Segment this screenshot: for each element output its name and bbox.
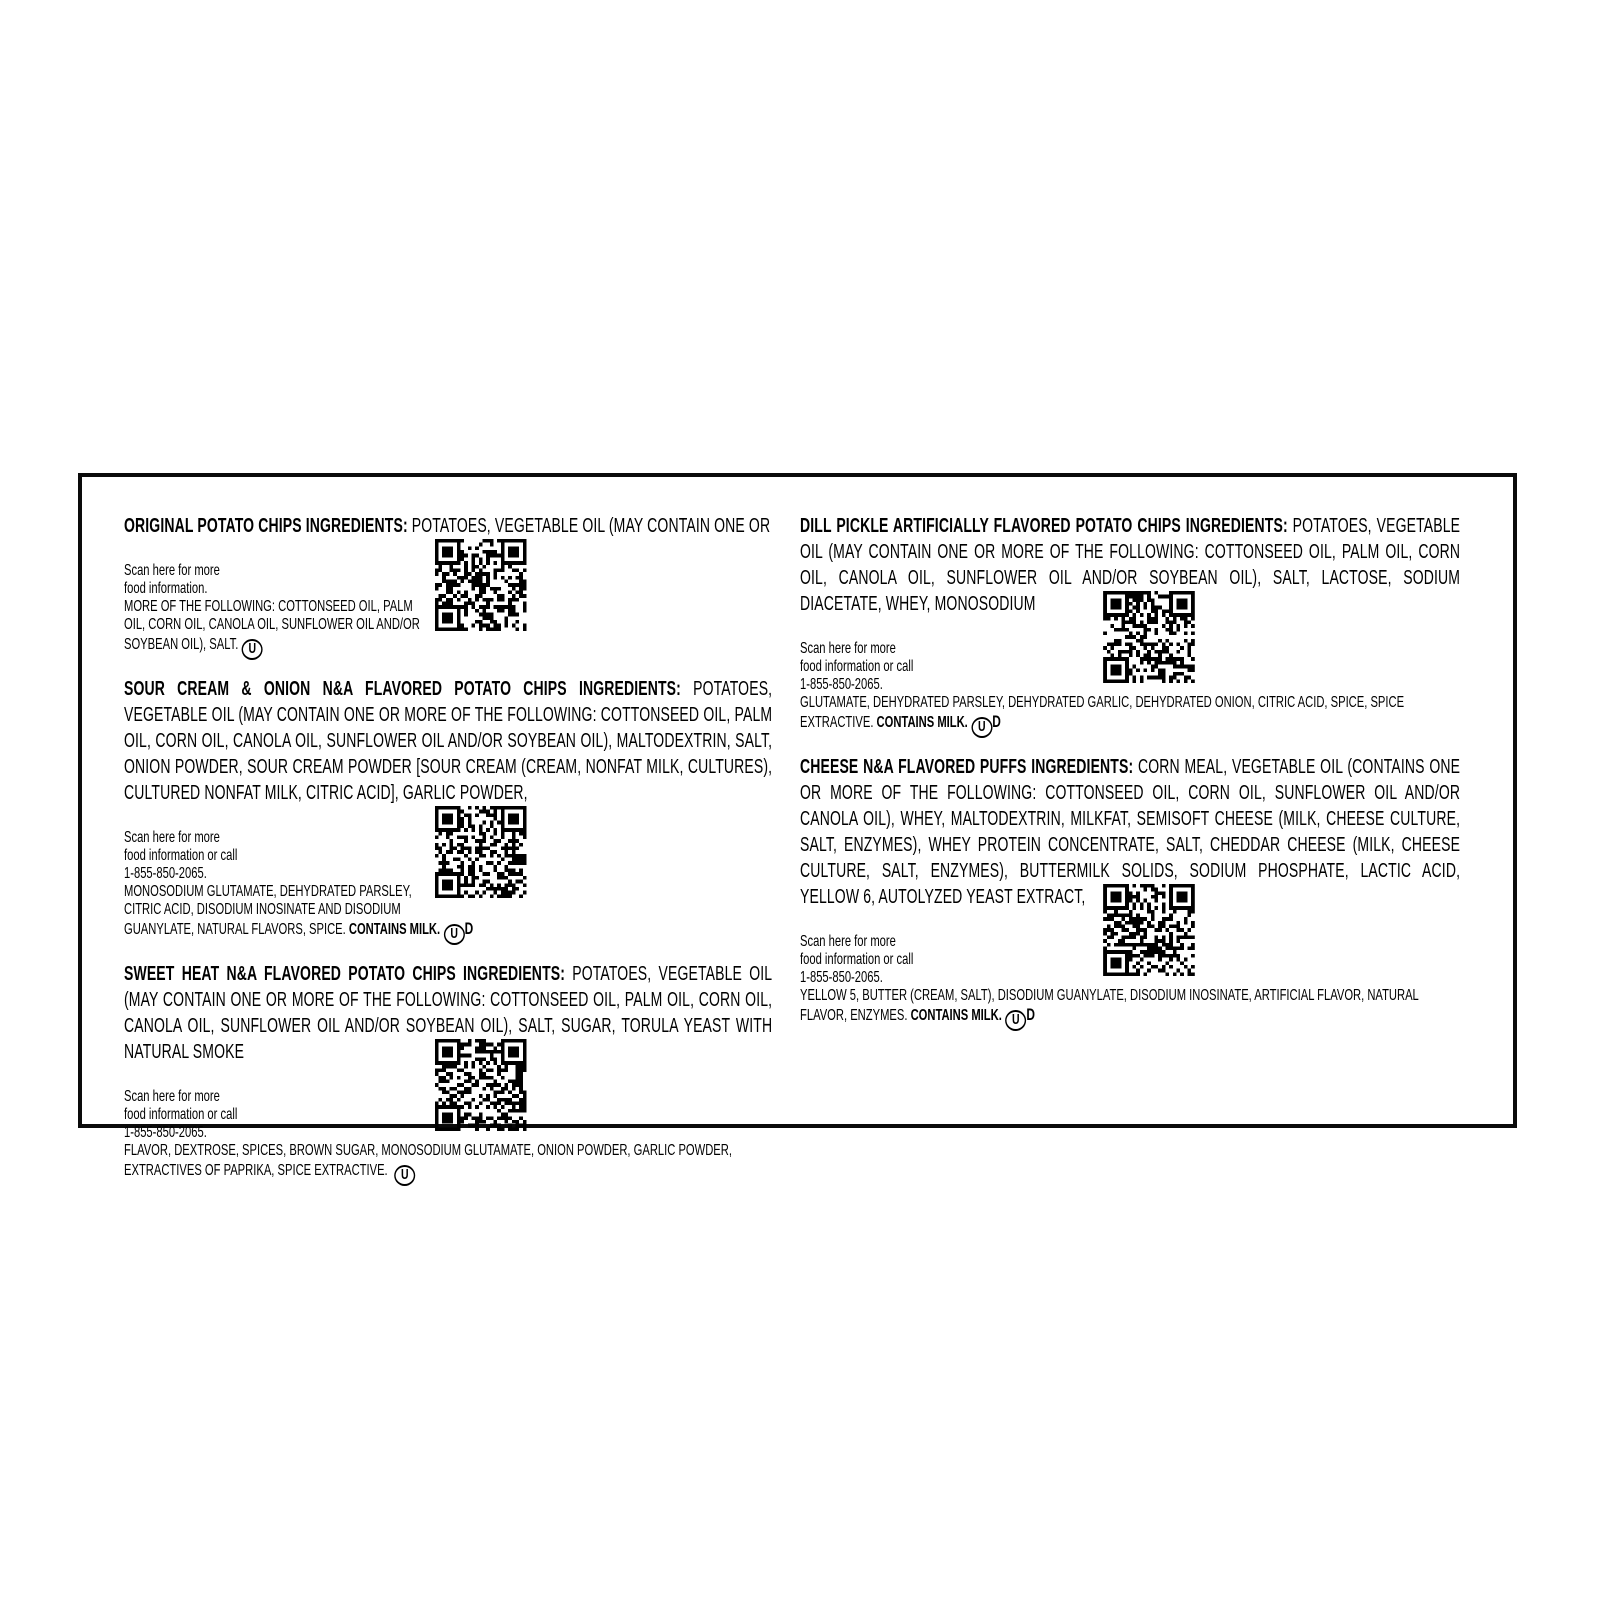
- kosher-d-mark: D: [464, 919, 474, 938]
- kosher-d-mark: D: [992, 712, 1001, 731]
- allergen-statement: CONTAINS MILK.: [345, 921, 441, 938]
- allergen-statement: CONTAINS MILK.: [907, 1007, 1002, 1024]
- ingredients-text-lead: POTATOES, VEGETABLE OIL (MAY CONTAIN ONE OR MORE OF THE FOLLOWING: COTTONSEED OIL, PALM OIL, CORN OIL, CANOLA OIL, SUNFLOWER OIL AND/OR SOYBEAN OIL), MALTODEXTRIN, SALT, ONION POWDER, SOUR CREAM POWDER [SOUR CREAM (CREAM, NONFAT MILK, CULTURES), CULTURED NONFAT MILK, CITRIC ACID], GARLIC POWDER,: [124, 678, 773, 804]
- ingredients-text-rest: MONOSODIUM GLUTAMATE, DEHYDRATED PARSLEY, CITRIC ACID, DISODIUM INOSINATE AND DISODIUM GUANYLATE, NATURAL FLAVORS, SPICE.: [124, 883, 412, 938]
- ingredients-text-rest: FLAVOR, DEXTROSE, SPICES, BROWN SUGAR, MONOSODIUM GLUTAMATE, ONION POWDER, GARLIC POWDER, EXTRACTIVES OF PAPRIKA, SPICE EXTRACTIVE.: [124, 1142, 732, 1179]
- paragraph-heading: ORIGINAL POTATO CHIPS INGREDIENTS:: [124, 515, 412, 537]
- ingredients-text-rest: MORE OF THE FOLLOWING: COTTONSEED OIL, PALM OIL, CORN OIL, CANOLA OIL, SUNFLOWER OIL AND/OR SOYBEAN OIL), SALT.: [124, 598, 420, 653]
- scan-line-2: food information or call: [124, 1106, 238, 1123]
- kosher-d-mark: D: [1026, 1005, 1035, 1024]
- qr-code-icon: [1103, 591, 1195, 683]
- ingredients-column-right: [800, 513, 1460, 1047]
- paragraph-heading: CHEESE N&A FLAVORED PUFFS INGREDIENTS:: [800, 756, 1139, 778]
- scan-line-2: food information.: [124, 580, 208, 597]
- ingredients-text-rest: YELLOW 5, BUTTER (CREAM, SALT), DISODIUM GUANYLATE, DISODIUM INOSINATE, ARTIFICIAL FLAVOR, NATURAL FLAVOR, ENZYMES.: [800, 987, 1419, 1024]
- scan-line-1: Scan here for more: [800, 640, 896, 657]
- scan-line-3: 1-855-850-2065.: [800, 969, 883, 986]
- ingredient-paragraph-sour-cream-onion: [124, 676, 772, 806]
- scan-line-2: food information or call: [800, 951, 914, 968]
- scan-line-1: Scan here for more: [124, 1088, 220, 1105]
- scan-line-2: food information or call: [124, 847, 238, 864]
- scan-line-1: Scan here for more: [124, 562, 220, 579]
- scan-info-block: [435, 539, 772, 631]
- scan-line-3: 1-855-850-2065.: [800, 676, 883, 693]
- kosher-ou-icon: U: [1005, 1010, 1026, 1031]
- ingredient-paragraph-cheese-puffs: [800, 754, 1460, 910]
- scan-line-1: Scan here for more: [800, 933, 896, 950]
- ingredient-paragraph-sweet-heat: [124, 961, 772, 1065]
- kosher-ou-icon: U: [394, 1165, 415, 1186]
- kosher-ou-icon: U: [971, 717, 992, 738]
- ingredients-column-left: [124, 513, 772, 1202]
- ingredients-text-lead: CORN MEAL, VEGETABLE OIL (CONTAINS ONE OR MORE OF THE FOLLOWING: COTTONSEED OIL, CORN OIL, SUNFLOWER OIL AND/OR CANOLA OIL), WHEY, MALTODEXTRIN, MILKFAT, SEMISOFT CHEESE (MILK, CHEESE CULTURE, SALT, ENZYMES), WHEY PROTEIN CONCENTRATE, SALT, CHEDDAR CHEESE (MILK, CHEESE CULTURE, SALT, ENZYMES), BUTTERMILK SOLIDS, SODIUM PHOSPHATE, LACTIC ACID, YELLOW 6, AUTOLYZED YEAST EXTRACT,: [800, 756, 1461, 908]
- scan-info-block: [1103, 591, 1460, 683]
- ingredient-paragraph-dill-pickle: [800, 513, 1460, 617]
- qr-code-icon: [435, 806, 527, 898]
- scan-info-block: [435, 1039, 772, 1131]
- paragraph-heading: SWEET HEAT N&A FLAVORED POTATO CHIPS INGREDIENTS:: [124, 963, 573, 985]
- ingredients-panel: [78, 473, 1517, 1183]
- qr-code-icon: [435, 539, 527, 631]
- scan-line-2: food information or call: [800, 658, 914, 675]
- paragraph-heading: DILL PICKLE ARTIFICIALLY FLAVORED POTATO CHIPS INGREDIENTS:: [800, 515, 1293, 537]
- scan-line-3: 1-855-850-2065.: [124, 1124, 207, 1141]
- ingredients-text-lead: POTATOES, VEGETABLE OIL (MAY CONTAIN ONE OR: [411, 515, 771, 537]
- allergen-statement: CONTAINS MILK.: [873, 714, 968, 731]
- ingredients-text-lead: POTATOES, VEGETABLE OIL (MAY CONTAIN ONE OR MORE OF THE FOLLOWING: COTTONSEED OIL, PALM OIL, CORN OIL, CANOLA OIL, SUNFLOWER OIL AND/OR SOYBEAN OIL), SALT, LACTOSE, SODIUM DIACETATE, WHEY, MONOSODIUM: [800, 515, 1461, 615]
- ingredient-paragraph-original: [124, 513, 772, 539]
- scan-line-3: 1-855-850-2065.: [124, 865, 207, 882]
- kosher-ou-icon: U: [242, 639, 263, 660]
- paragraph-heading: SOUR CREAM & ONION N&A FLAVORED POTATO CHIPS INGREDIENTS:: [124, 678, 694, 700]
- scan-line-1: Scan here for more: [124, 829, 220, 846]
- kosher-ou-icon: U: [444, 924, 465, 945]
- qr-code-icon: [1103, 884, 1195, 976]
- scan-info-block: [435, 806, 772, 898]
- qr-code-icon: [435, 1039, 527, 1131]
- ingredients-text-lead: POTATOES, VEGETABLE OIL (MAY CONTAIN ONE OR MORE OF THE FOLLOWING: COTTONSEED OIL, PALM OIL, CORN OIL, CANOLA OIL, SUNFLOWER OIL AND/OR SOYBEAN OIL), SALT, SUGAR, TORULA YEAST WITH NATURAL SMOKE: [124, 963, 773, 1063]
- scan-info-block: [1103, 884, 1460, 976]
- ingredients-text-rest: GLUTAMATE, DEHYDRATED PARSLEY, DEHYDRATED GARLIC, DEHYDRATED ONION, CITRIC ACID, SPICE, SPICE EXTRACTIVE.: [800, 694, 1405, 731]
